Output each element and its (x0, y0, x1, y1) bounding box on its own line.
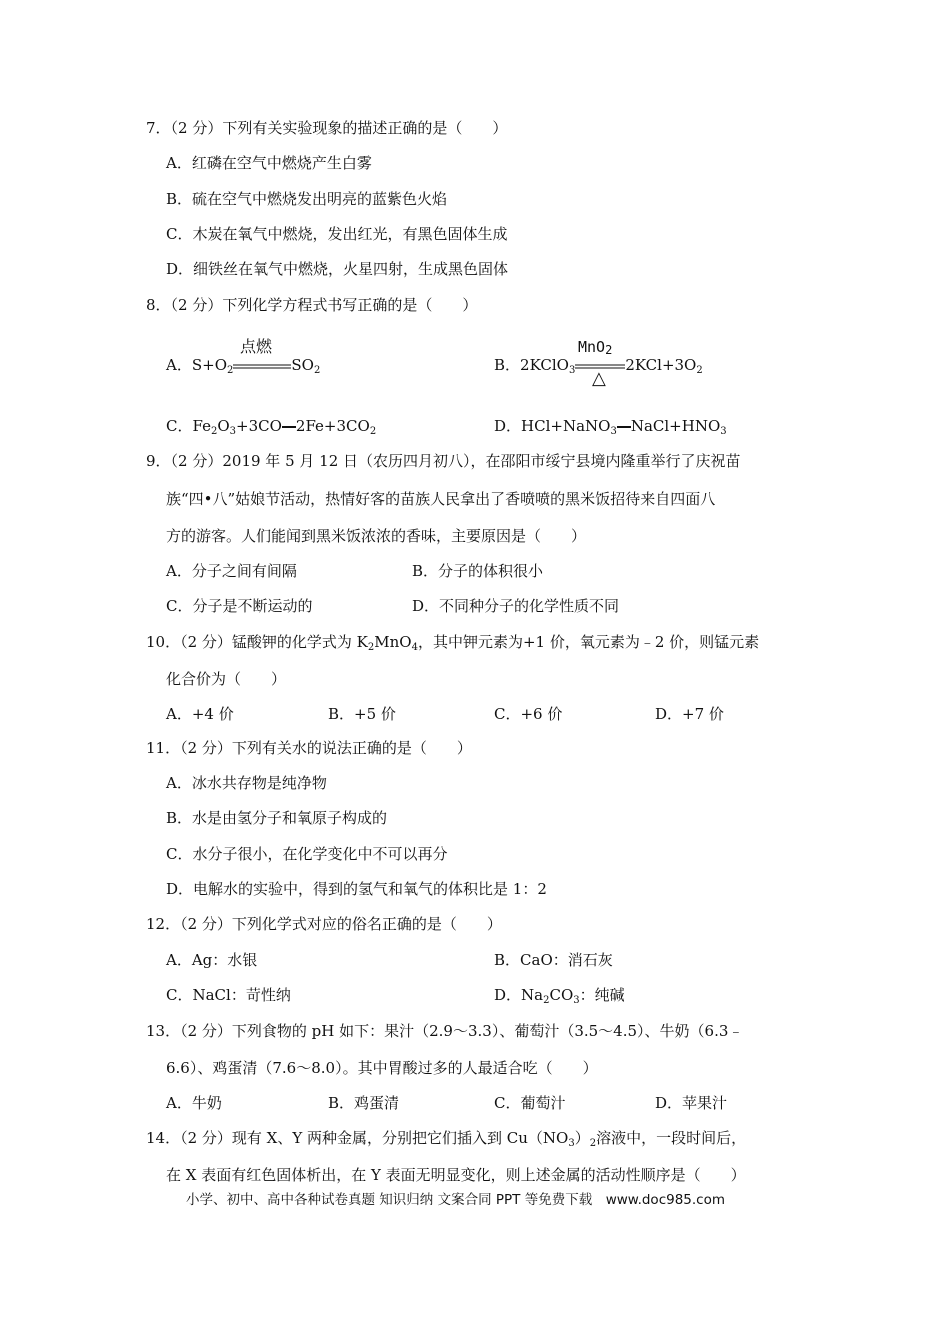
q8d-sub-1: 3 (610, 426, 617, 437)
q12d-sub-2: 3 (573, 995, 580, 1006)
q11-option-d: D．电解水的实验中，得到的氢气和氧气的体积比是 1：2 (166, 880, 547, 898)
q8a-left-sub: 2 (227, 365, 234, 376)
q8b-condition-top (578, 337, 612, 360)
q14-line-2: 在 X 表面有红色固体析出，在 Y 表面无明显变化，则上述金属的活动性顺序是（ ） (166, 1166, 746, 1184)
q10-option-c: C．+6 价 (494, 705, 563, 723)
q7-option-d: D．细铁丝在氧气中燃烧，火星四射，生成黑色固体 (166, 260, 509, 278)
q9-line-3: 方的游客。人们能闻到黑米饭浓浓的香味，主要原因是（ ） (166, 527, 587, 545)
q10-option-d: D．+7 价 (655, 705, 724, 723)
q7-stem: 7．（2 分）下列有关实验现象的描述正确的是（ ） (146, 119, 508, 137)
q10-line-1 (146, 632, 759, 658)
q11-option-c: C．水分子很小，在化学变化中不可以再分 (166, 845, 448, 863)
q8-stem: 8．（2 分）下列化学方程式书写正确的是（ ） (146, 296, 478, 314)
q8a-label: A． (166, 356, 192, 374)
q9-option-c: C．分子是不断运动的 (166, 597, 313, 615)
q9-option-a: A．分子之间有间隔 (166, 562, 297, 580)
q12d-sub-1: 2 (543, 995, 550, 1006)
q8d-text-2: NaCl+HNO (630, 417, 721, 435)
q9-option-b: B．分子的体积很小 (412, 562, 544, 580)
q10-option-a: A．+4 价 (166, 705, 234, 723)
q14-text-a: 14．（2 分）现有 X、Y 两种金属，分别把它们插入到 Cu（NO (146, 1129, 569, 1147)
q8b-left: 2KClO (520, 356, 569, 374)
q8c-label: C． (166, 417, 193, 435)
page-footer: 小学、初中、高中各种试卷真题 知识归纳 文案合同 PPT 等免费下载 www.doc985.com (186, 1192, 726, 1208)
q12-option-a: A．Ag：水银 (166, 951, 258, 969)
q9-line-1: 9．（2 分）2019 年 5 月 12 日（农历四月初八），在邵阳市绥宁县境内隆重举行了庆祝苗 (146, 452, 741, 470)
q11-option-a: A．冰水共存物是纯净物 (166, 774, 327, 792)
q14-text-b: ） (574, 1129, 590, 1147)
q8b-right: 2KCl+3O (625, 356, 697, 374)
q8a-right: SO (291, 356, 314, 374)
q13-option-a: A．牛奶 (166, 1094, 222, 1112)
q8a-double-line (233, 356, 291, 376)
q8b-right-sub: 2 (696, 365, 703, 376)
q10-option-b: B．+5 价 (328, 705, 396, 723)
q11-stem: 11．（2 分）下列有关水的说法正确的是（ ） (146, 739, 472, 757)
q12d-text-b: CO (549, 986, 574, 1004)
q8a-condition: 点燃 (240, 337, 273, 356)
q9-line-2: 族“四•八”姑娘节活动，热情好客的苗族人民拿出了香喷喷的黑米饭招待来自四面八 (166, 490, 716, 508)
q8-option-a (166, 355, 320, 381)
q8c-sub-1: 2 (210, 426, 218, 437)
q12-option-d (494, 985, 625, 1011)
q10-sub-2: 4 (411, 642, 418, 653)
q10-text-a: 10．（2 分）锰酸钾的化学式为 K (146, 633, 368, 651)
q14-sub-2: 2 (589, 1138, 597, 1149)
q8b-cond-top-sub: 2 (605, 343, 613, 357)
q8c-sub-2: 3 (229, 426, 237, 437)
q14-sub-1: 3 (568, 1138, 575, 1149)
q8b-condition-bottom: △ (592, 368, 606, 389)
q8b-cond-top-text: MnO (578, 338, 606, 356)
q8c-text-1: Fe (192, 417, 211, 435)
q12d-text-a: D．Na (494, 986, 544, 1004)
q12-stem: 12．（2 分）下列化学式对应的俗名正确的是（ ） (146, 915, 502, 933)
q8c-bar (282, 417, 296, 437)
q14-text-c: 溶液中，一段时间后， (596, 1129, 747, 1147)
q10-sub-1: 2 (367, 642, 375, 653)
q8c-sub-4: 2 (369, 426, 377, 437)
q8-option-d (494, 416, 727, 442)
q12-option-c: C．NaCl：苛性纳 (166, 986, 291, 1004)
q10-line-2: 化合价为（ ） (166, 670, 287, 688)
q10-text-c: ，其中钾元素为+1 价，氧元素为﹣2 价，则锰元素 (417, 633, 760, 651)
q8d-label: D． (494, 417, 522, 435)
q8d-text-1: HCl+NaNO (521, 417, 611, 435)
q13-option-c: C．葡萄汁 (494, 1094, 566, 1112)
q7-option-b: B．硫在空气中燃烧发出明亮的蓝紫色火焰 (166, 190, 448, 208)
q7-option-c: C．木炭在氧气中燃烧，发出红光，有黑色固体生成 (166, 225, 508, 243)
q13-line-2: 6.6）、鸡蛋清（7.6～8.0）。其中胃酸过多的人最适合吃（ ） (166, 1059, 598, 1077)
q8a-right-sub: 2 (313, 365, 321, 376)
q8c-text-2: O (217, 417, 230, 435)
q8b-label: B． (494, 356, 521, 374)
q13-option-b: B．鸡蛋清 (328, 1094, 400, 1112)
q11-option-b: B．水是由氢分子和氧原子构成的 (166, 809, 388, 827)
q8a-left: S+O (191, 356, 227, 374)
q9-option-d: D．不同种分子的化学性质不同 (412, 597, 620, 615)
q13-line-1: 13．（2 分）下列食物的 pH 如下：果汁（2.9～3.3）、葡萄汁（3.5～4.5）、牛奶（6.3﹣ (146, 1022, 744, 1040)
q7-option-a: A．红磷在空气中燃烧产生白雾 (166, 154, 372, 172)
q8d-sub-2: 3 (720, 426, 727, 437)
q13-option-d: D．苹果汁 (655, 1094, 728, 1112)
q8c-text-3: +3CO (236, 417, 282, 435)
q14-line-1 (146, 1128, 746, 1154)
q12-option-b: B．CaO：消石灰 (494, 951, 613, 969)
q12d-text-c: ：纯碱 (579, 986, 625, 1004)
q8c-text-4: 2Fe+3CO (295, 417, 370, 435)
q8b-left-sub: 3 (568, 365, 576, 376)
q10-text-b: MnO (374, 633, 412, 651)
q8-option-c (166, 416, 376, 442)
q8d-bar (617, 417, 631, 437)
